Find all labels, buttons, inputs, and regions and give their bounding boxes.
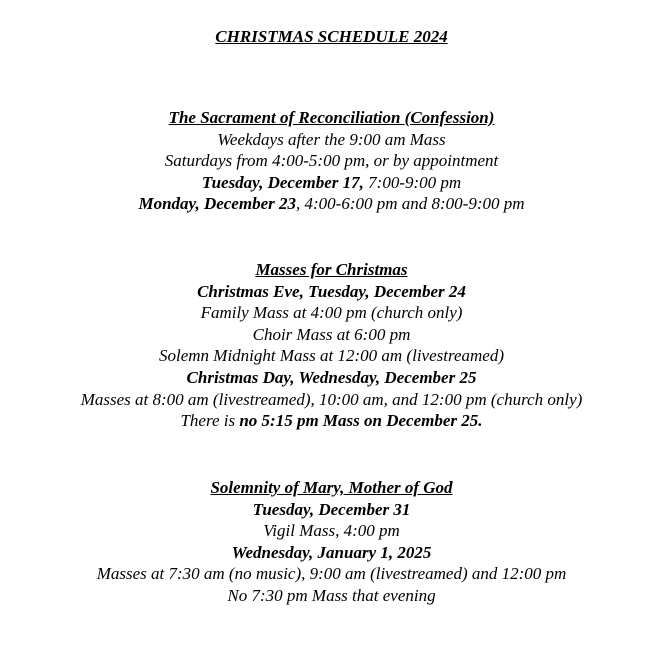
reconciliation-weekdays: Weekdays after the 9:00 am Mass [217, 129, 446, 149]
mary-no-evening-mass: No 7:30 pm Mass that evening [227, 585, 436, 605]
reconciliation-monday-date: Monday, December 23 [138, 194, 296, 214]
christmas-heading: Masses for Christmas [255, 260, 408, 279]
no-mass-prefix: There is [180, 411, 240, 431]
mary-masses: Masses at 7:30 am (no music), 9:00 am (livestreamed) and 12:00 pm [96, 564, 567, 584]
reconciliation-section [0, 107, 663, 215]
reconciliation-monday-line [0, 193, 663, 215]
family-mass: Family Mass at 4:00 pm (church only) [200, 303, 463, 323]
reconciliation-saturdays: Saturdays from 4:00-5:00 pm, or by appointment [164, 151, 499, 171]
mary-heading: Solemnity of Mary, Mother of God [210, 478, 453, 497]
mary-section [0, 477, 663, 607]
midnight-mass: Solemn Midnight Mass at 12:00 am (livestreamed) [159, 346, 504, 366]
reconciliation-tuesday-date: Tuesday, December 17, [201, 172, 364, 192]
no-evening-mass-notice [0, 410, 663, 432]
reconciliation-tuesday-line [0, 172, 663, 194]
choir-mass: Choir Mass at 6:00 pm [252, 324, 411, 344]
christmas-section [0, 259, 663, 432]
christmas-day-date: Christmas Day, Wednesday, December 25 [186, 367, 477, 387]
reconciliation-monday-time: , 4:00-6:00 pm and 8:00-9:00 pm [296, 194, 525, 214]
reconciliation-heading: The Sacrament of Reconciliation (Confession) [168, 108, 495, 127]
vigil-mass: Vigil Mass, 4:00 pm [263, 521, 400, 541]
no-mass-bold: no 5:15 pm Mass on December 25. [239, 411, 483, 431]
mary-tuesday-date: Tuesday, December 31 [252, 499, 411, 519]
reconciliation-tuesday-time: 7:00-9:00 pm [363, 172, 462, 192]
mary-wednesday-date: Wednesday, January 1, 2025 [231, 542, 432, 562]
page-title: CHRISTMAS SCHEDULE 2024 [215, 27, 448, 46]
christmas-eve-date: Christmas Eve, Tuesday, December 24 [197, 281, 466, 301]
christmas-day-masses: Masses at 8:00 am (livestreamed), 10:00 am, and 12:00 pm (church only) [80, 389, 583, 409]
